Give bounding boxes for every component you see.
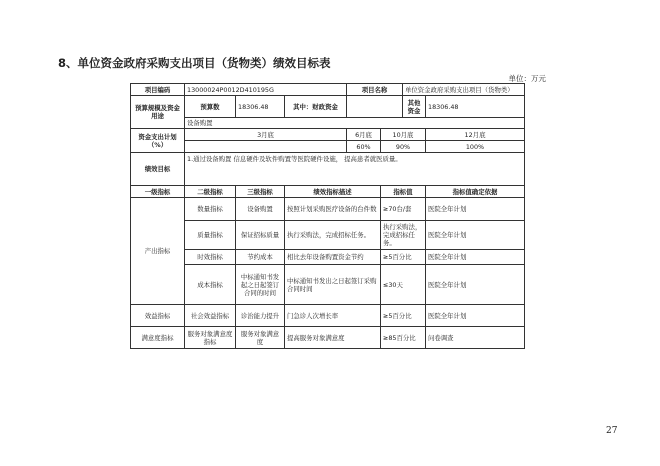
level3-cell: 中标通知书发起之日起签订合同的时间 — [236, 265, 285, 305]
level2-cell: 质量指标 — [185, 221, 236, 250]
basis-cell: 医院全年计划 — [426, 198, 525, 221]
budget-row — [131, 96, 525, 118]
table-row — [131, 221, 525, 250]
value-cell: ≤30天 — [381, 265, 426, 305]
benefit-indicator-label: 效益指标 — [131, 305, 185, 327]
header-value: 指标值 — [381, 186, 426, 198]
plan-value-dec: 100% — [426, 141, 525, 153]
budget-label: 预算规模及资金用途 — [131, 96, 185, 129]
goal-row — [131, 153, 525, 186]
project-code-row — [131, 84, 525, 96]
basis-cell: 医院全年计划 — [426, 265, 525, 305]
table-row — [131, 250, 525, 265]
value-cell: ≥5百分比 — [381, 250, 426, 265]
project-name-value: 单位资金政府采购支出项目（货物类） — [403, 84, 525, 96]
level3-cell: 保证招标质量 — [236, 221, 285, 250]
satisfaction-indicator-label: 满意度指标 — [131, 327, 185, 349]
basis-cell: 问卷调查 — [426, 327, 525, 349]
plan-header-oct: 10月底 — [381, 129, 426, 141]
goal-label: 绩效目标 — [131, 153, 185, 186]
budget-amount-value: 18306.48 — [236, 96, 285, 118]
plan-value-jun: 60% — [347, 141, 381, 153]
other-funds-label: 其他资金 — [403, 96, 426, 118]
table-row — [131, 305, 525, 327]
header-level1: 一级指标 — [131, 186, 185, 198]
level2-cell: 时效指标 — [185, 250, 236, 265]
level3-cell: 设备购置 — [236, 198, 285, 221]
plan-value-mar — [185, 141, 347, 153]
plan-header-jun: 6月底 — [347, 129, 381, 141]
header-basis: 指标值确定依据 — [426, 186, 525, 198]
header-level3: 三级指标 — [236, 186, 285, 198]
header-level2: 二级指标 — [185, 186, 236, 198]
output-indicator-label: 产出指标 — [131, 198, 185, 305]
unit-label: 单位：万元 — [508, 74, 546, 83]
level3-cell: 节约成本 — [236, 250, 285, 265]
level2-cell: 社会效益指标 — [185, 305, 236, 327]
plan-header-mar: 3月底 — [185, 129, 347, 141]
plan-value-oct: 90% — [381, 141, 426, 153]
purpose-row — [131, 118, 525, 129]
basis-cell: 医院全年计划 — [426, 250, 525, 265]
description-cell: 提高服务对象满意度 — [285, 327, 381, 349]
plan-header-row — [131, 129, 525, 141]
header-description: 绩效指标描述 — [285, 186, 381, 198]
description-cell: 执行采购法，完成招标任务。 — [285, 221, 381, 250]
page-number: 27 — [606, 426, 618, 436]
level3-cell: 服务对象满意度 — [236, 327, 285, 349]
project-code-label: 项目编码 — [131, 84, 185, 96]
value-cell: 执行采购法，完成招标任务。 — [381, 221, 426, 250]
table-row — [131, 265, 525, 305]
description-cell: 中标通知书发出之日起签订采购合同时间 — [285, 265, 381, 305]
description-cell: 按照计划采购医疗设备的台件数 — [285, 198, 381, 221]
description-cell: 门急诊人次增长率 — [285, 305, 381, 327]
goal-text: 1.通过设备购置 信息硬件及软件购置等医院硬件设施， 提高患者就医质量。 — [185, 153, 525, 186]
plan-value-row — [131, 141, 525, 153]
budget-amount-label: 预算数 — [185, 96, 236, 118]
value-cell: ≥85百分比 — [381, 327, 426, 349]
performance-target-table — [130, 83, 525, 349]
purpose-value: 设备购置 — [185, 118, 525, 129]
plan-header-dec: 12月底 — [426, 129, 525, 141]
basis-cell: 医院全年计划 — [426, 221, 525, 250]
fiscal-funds-value — [347, 96, 403, 118]
description-cell: 相比去年设备购置资金节约 — [285, 250, 381, 265]
table-row — [131, 327, 525, 349]
level2-cell: 服务对象满意度指标 — [185, 327, 236, 349]
indicator-header-row — [131, 186, 525, 198]
value-cell: ≥5百分比 — [381, 305, 426, 327]
other-funds-value: 18306.48 — [426, 96, 525, 118]
table-row — [131, 198, 525, 221]
page-title: 8、单位资金政府采购支出项目（货物类）绩效目标表 — [58, 56, 331, 70]
level2-cell: 成本指标 — [185, 265, 236, 305]
value-cell: ≥70台/套 — [381, 198, 426, 221]
level2-cell: 数量指标 — [185, 198, 236, 221]
plan-label: 资金支出计划（%） — [131, 129, 185, 153]
basis-cell: 医院全年计划 — [426, 305, 525, 327]
project-name-label: 项目名称 — [347, 84, 403, 96]
project-code-value: 13000024P0012D410195G — [185, 84, 347, 96]
level3-cell: 诊治能力提升 — [236, 305, 285, 327]
fiscal-funds-label: 其中：财政资金 — [285, 96, 347, 118]
